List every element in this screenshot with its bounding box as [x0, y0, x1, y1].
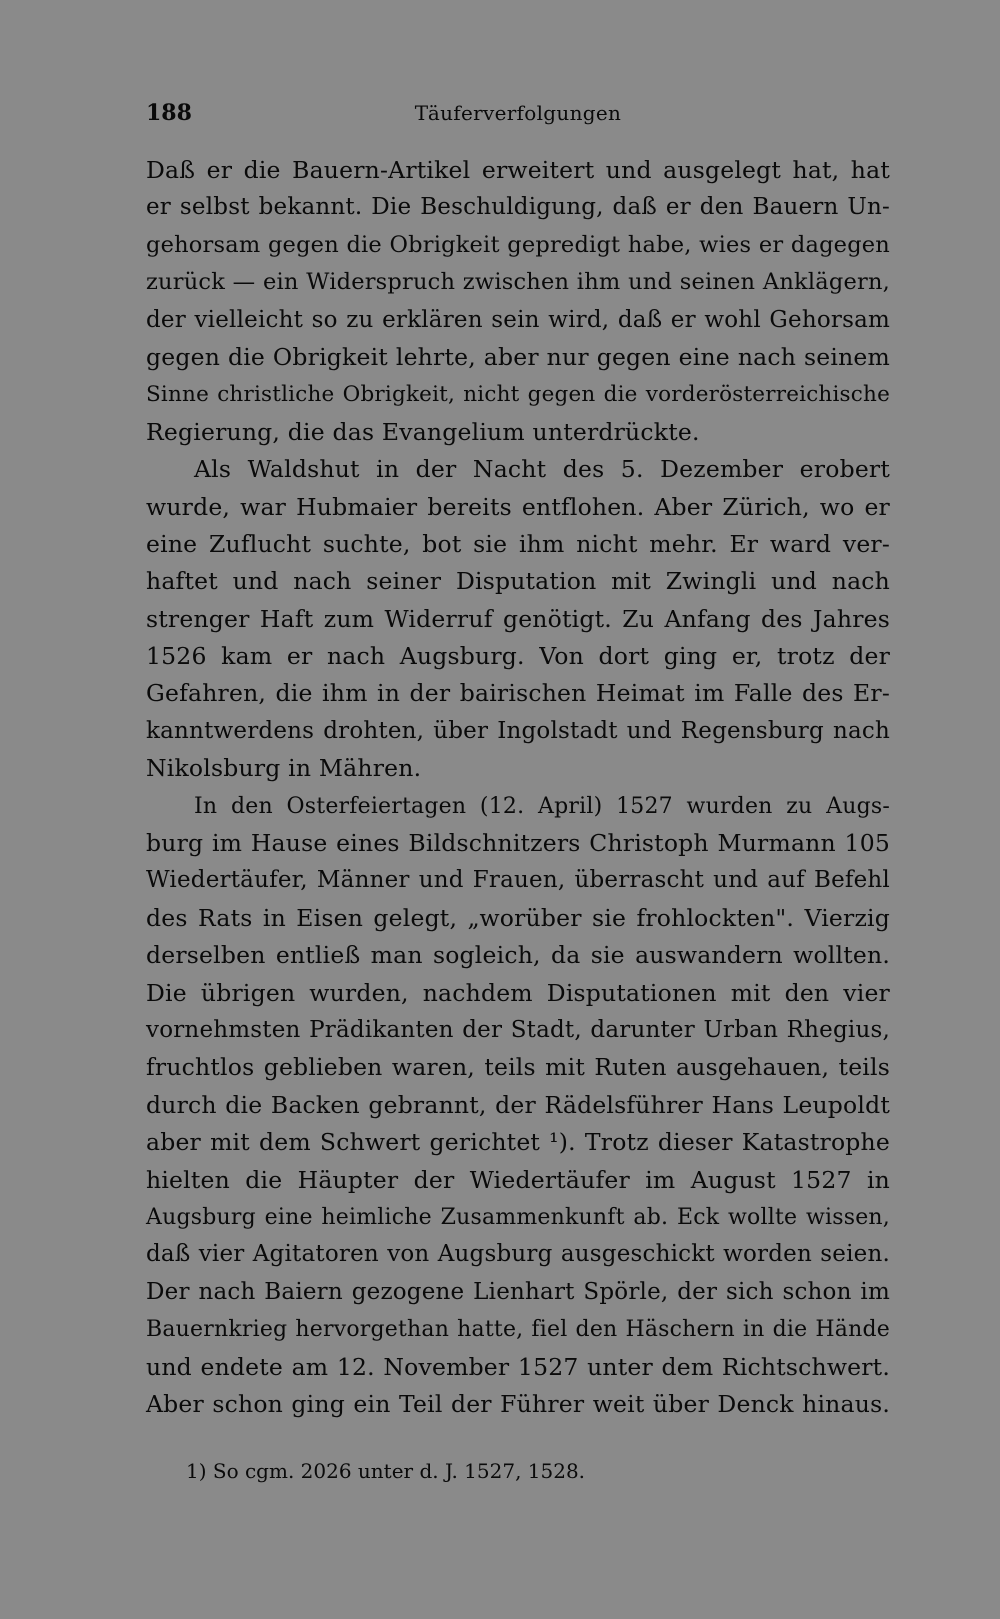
text-line: kanntwerdens drohten, über Ingolstadt und Regensburg nach: [146, 717, 890, 744]
text-line: zurück — ein Widerspruch zwischen ihm und seinen Anklägern,: [146, 269, 890, 296]
text-line: derselben entließ man sogleich, da sie auswandern wollten.: [146, 941, 890, 970]
page-header: [146, 96, 890, 130]
text-line: Der nach Baiern gezogene Lienhart Spörle, der sich schon im: [146, 1278, 890, 1305]
text-line: eine Zuflucht suchte, bot sie ihm nicht mehr. Er ward ver-: [146, 529, 890, 558]
body-text: [146, 152, 890, 1423]
text-line: Gefahren, die ihm in der bairischen Heimat im Falle des Er-: [146, 679, 890, 708]
text-line: Die übrigen wurden, nachdem Disputationen mit den vier: [146, 978, 890, 1007]
paragraph: [146, 451, 890, 788]
paragraph: [146, 152, 890, 451]
text-line: gegen die Obrigkeit lehrte, aber nur gegen eine nach seinem: [146, 342, 890, 371]
text-line: Regierung, die das Evangelium unterdrückte.: [146, 417, 700, 446]
text-line: wurde, war Hubmaier bereits entflohen. Aber Zürich, wo er: [146, 492, 890, 521]
text-line: fruchtlos geblieben waren, teils mit Ruten ausgehauen, teils: [146, 1053, 890, 1082]
text-line: haftet und nach seiner Disputation mit Zwingli und nach: [146, 567, 890, 596]
page-number: 188: [146, 100, 192, 126]
text-line: strenger Haft zum Widerruf genötigt. Zu Anfang des Jahres: [146, 604, 890, 633]
text-line: des Rats in Eisen gelegt, „worüber sie frohlockten". Vierzig: [146, 903, 890, 932]
text-line: burg im Hause eines Bildschnitzers Christoph Murmann 105: [146, 829, 890, 858]
text-line: Bauernkrieg hervorgethan hatte, fiel den Häschern in die Hände: [146, 1317, 890, 1343]
text-line: Wiedertäufer, Männer und Frauen, überrascht und auf Befehl: [146, 867, 890, 894]
text-line: der vielleicht so zu erklären sein wird, daß er wohl Gehorsam: [146, 306, 890, 333]
text-line: gehorsam gegen die Obrigkeit gepredigt habe, wies er dagegen: [146, 231, 890, 258]
text-line: 1526 kam er nach Augsburg. Von dort ging er, trotz der: [146, 642, 890, 671]
text-line: Nikolsburg in Mähren.: [146, 754, 422, 783]
running-title: Täuferverfolgungen: [414, 101, 622, 125]
text-line: durch die Backen gebrannt, der Rädelsführer Hans Leupoldt: [146, 1090, 890, 1119]
text-line: und endete am 12. November 1527 unter dem Richtschwert.: [146, 1352, 890, 1381]
text-line: aber mit dem Schwert gerichtet ¹). Trotz dieser Katastrophe: [146, 1128, 890, 1157]
text-line: Als Waldshut in der Nacht des 5. Dezember erobert: [194, 455, 890, 484]
text-line: Daß er die Bauern-Artikel erweitert und ausgelegt hat, hat: [146, 156, 890, 184]
text-line: vornehmsten Prädikanten der Stadt, darunter Urban Rhegius,: [146, 1016, 890, 1043]
text-line: Sinne christliche Obrigkeit, nicht gegen die vorderösterreichische: [146, 382, 890, 408]
footnote: 1) So cgm. 2026 unter d. J. 1527, 1528.: [186, 1459, 586, 1483]
text-line: In den Osterfeiertagen (12. April) 1527 wurden zu Augs-: [194, 793, 890, 819]
text-line: Augsburg eine heimliche Zusammenkunft ab. Eck wollte wissen,: [146, 1204, 890, 1230]
paragraph: [146, 788, 890, 1424]
text-line: daß vier Agitatoren von Augsburg ausgeschickt worden seien.: [146, 1241, 890, 1268]
text-line: hielten die Häupter der Wiedertäufer im August 1527 in: [146, 1165, 890, 1194]
text-line: er selbst bekannt. Die Beschuldigung, daß er den Bauern Un-: [146, 194, 890, 221]
text-line: Aber schon ging ein Teil der Führer weit über Denck hinaus.: [146, 1389, 890, 1418]
